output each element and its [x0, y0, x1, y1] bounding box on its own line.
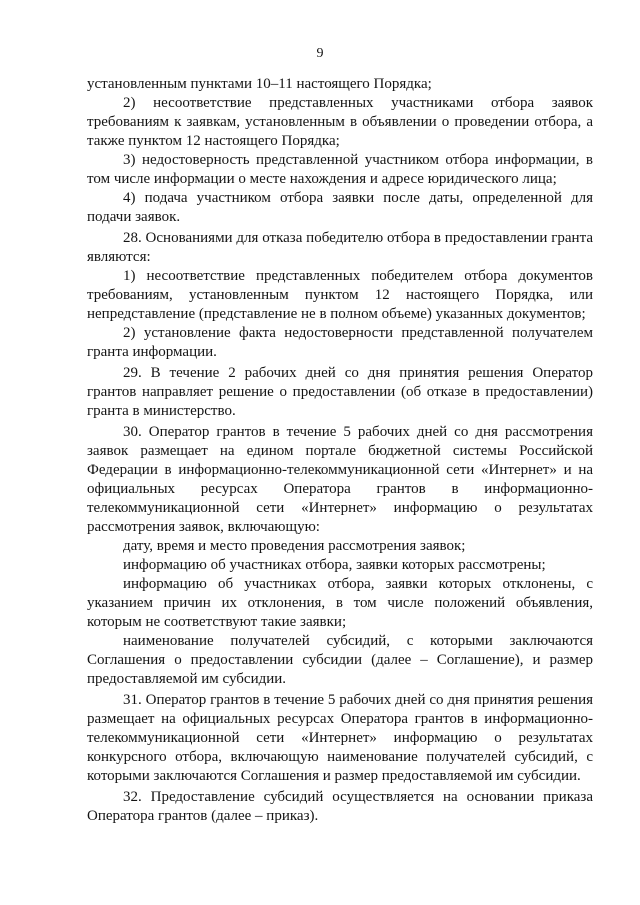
paragraph: 4) подача участником отбора заявки после даты, определенной для подачи заявок. — [87, 190, 593, 225]
paragraph: установленным пунктами 10–11 настоящего Порядка; — [87, 76, 432, 92]
paragraph: 1) несоответствие представленных победителем отбора документов требованиям, установленным пунктом 12 настоящего Порядка, или непредставление (представление не в полном объеме) указанных документов; — [87, 268, 593, 322]
paragraph: 2) несоответствие представленных участниками отбора заявок требованиям к заявкам, установленным в объявлении о проведении отбора, а также пунктом 12 настоящего Порядка; — [87, 95, 593, 149]
paragraph: информацию об участниках отбора, заявки которых отклонены, с указанием причин их отклонения, в том числе положений объявления, которым не соответствуют такие заявки; — [87, 576, 593, 630]
body-text — [87, 75, 593, 826]
paragraph: 2) установление факта недостоверности представленной получателем гранта информации. — [87, 325, 593, 360]
paragraph: наименование получателей субсидий, с которыми заключаются Соглашения о предоставлении субсидии (далее – Соглашение), и размер предоставляемой им субсидии. — [87, 633, 593, 687]
paragraph: 3) недостоверность представленной участником отбора информации, в том числе информации о месте нахождения и адресе юридического лица; — [87, 152, 593, 187]
paragraph: 29. В течение 2 рабочих дней со дня принятия решения Оператор грантов направляет решение о предоставлении (об отказе в предоставлении) гранта в министерство. — [87, 365, 593, 419]
paragraph: 31. Оператор грантов в течение 5 рабочих дней со дня принятия решения размещает на официальных ресурсах Оператора грантов в информационно-телекоммуникационной сети «Интернет» информацию о результатах конкурсного отбора, включающую наименование получателей субсидий, с которыми заключаются Соглашения и размер предоставляемой им субсидии. — [87, 692, 593, 784]
paragraph: 30. Оператор грантов в течение 5 рабочих дней со дня рассмотрения заявок размещает на едином портале бюджетной системы Российской Федерации в информационно-телекоммуникационной сети «Интернет» и на официальных ресурсах Оператора грантов в информационно-телекоммуникационной сети «Интернет» информацию о результатах рассмотрения заявок, включающую: — [87, 424, 593, 535]
paragraph: 28. Основаниями для отказа победителю отбора в предоставлении гранта являются: — [87, 230, 593, 265]
paragraph: информацию об участниках отбора, заявки которых рассмотрены; — [123, 557, 546, 573]
paragraph: дату, время и место проведения рассмотрения заявок; — [123, 538, 466, 554]
paragraph: 32. Предоставление субсидий осуществляется на основании приказа Оператора грантов (далее – приказ). — [87, 789, 593, 824]
page-number: 9 — [316, 46, 324, 61]
